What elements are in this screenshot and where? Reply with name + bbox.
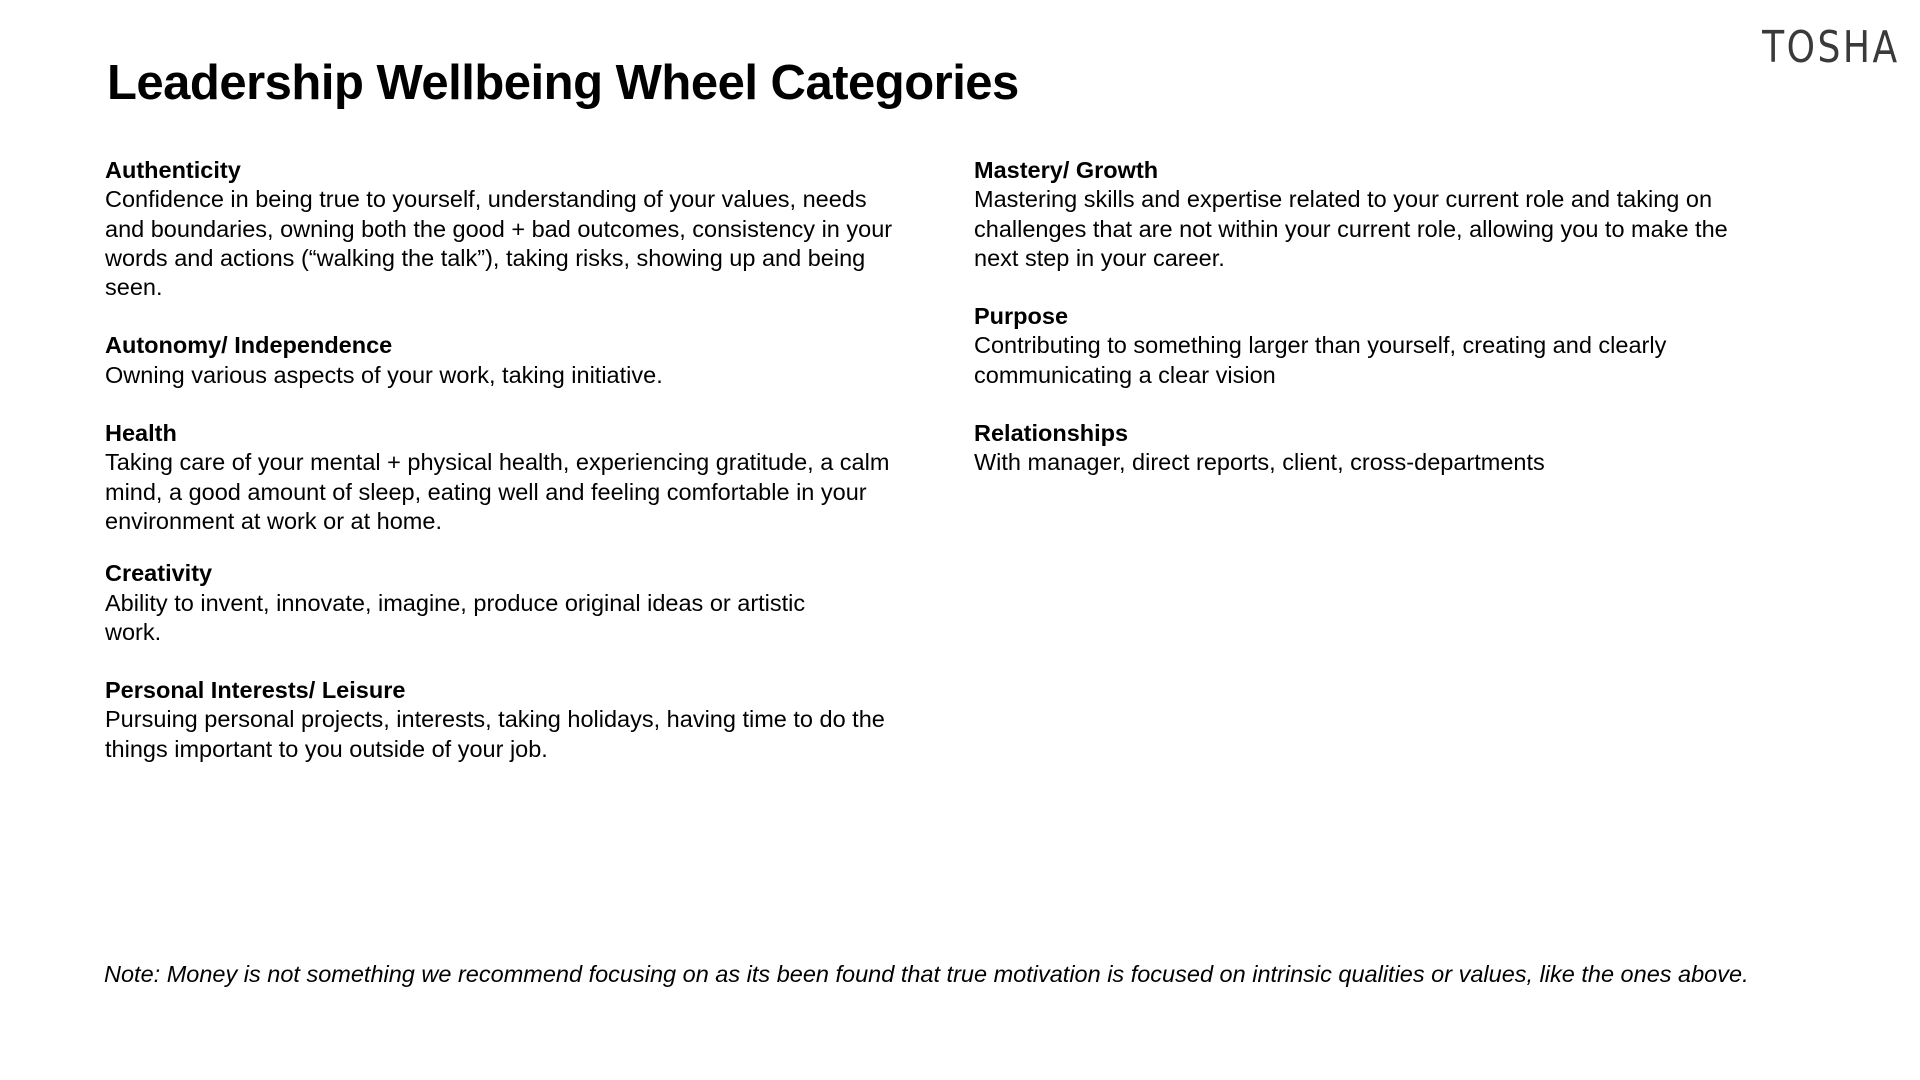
page-title: Leadership Wellbeing Wheel Categories	[107, 56, 1019, 110]
category-name: Mastery/ Growth	[974, 157, 1159, 183]
category-name: Autonomy/ Independence	[105, 332, 393, 359]
category-name: Creativity	[105, 560, 213, 587]
category-autonomy	[105, 331, 895, 390]
category-name: Health	[105, 420, 177, 447]
footer-note: Note: Money is not something we recommend focusing on as its been found that true motivation is focused on intrinsic qualities or values, like the ones above.	[104, 961, 1749, 987]
category-mastery	[974, 156, 1754, 273]
category-authenticity	[105, 156, 895, 302]
category-description: Contributing to something larger than yourself, creating and clearly communicating a clear vision	[974, 332, 1667, 388]
category-description: Ability to invent, innovate, imagine, produce original ideas or artistic work.	[105, 589, 806, 645]
category-name: Purpose	[974, 303, 1069, 330]
category-personal-interests	[105, 676, 895, 764]
category-health	[105, 419, 895, 536]
category-description: Taking care of your mental + physical health, experiencing gratitude, a calm mind, a good amount of sleep, eating well and feeling comfortable in your environment at work or at home.	[105, 449, 890, 534]
left-column	[105, 156, 895, 793]
category-relationships	[974, 419, 1754, 478]
category-description: Owning various aspects of your work, taking initiative.	[105, 361, 663, 388]
category-purpose	[974, 302, 1704, 390]
category-name: Personal Interests/ Leisure	[105, 677, 406, 704]
category-description: With manager, direct reports, client, cross-departments	[974, 449, 1545, 476]
category-description: Pursuing personal projects, interests, taking holidays, having time to do the things important to you outside of your job.	[105, 706, 885, 762]
category-creativity	[105, 559, 865, 647]
category-name: Relationships	[974, 420, 1129, 447]
category-description: Confidence in being true to yourself, understanding of your values, needs and boundaries, owning both the good + bad outcomes, consistency in your words and actions (“walking the talk”), taking risks, showing up and being seen.	[105, 186, 893, 301]
right-column	[974, 156, 1754, 507]
tosha-logo: TOSHA	[1762, 22, 1900, 73]
category-description: Mastering skills and expertise related to your current role and taking on challenges that are not within your current role, allowing you to make the next step in your career.	[974, 186, 1728, 271]
category-name: Authenticity	[105, 157, 241, 183]
